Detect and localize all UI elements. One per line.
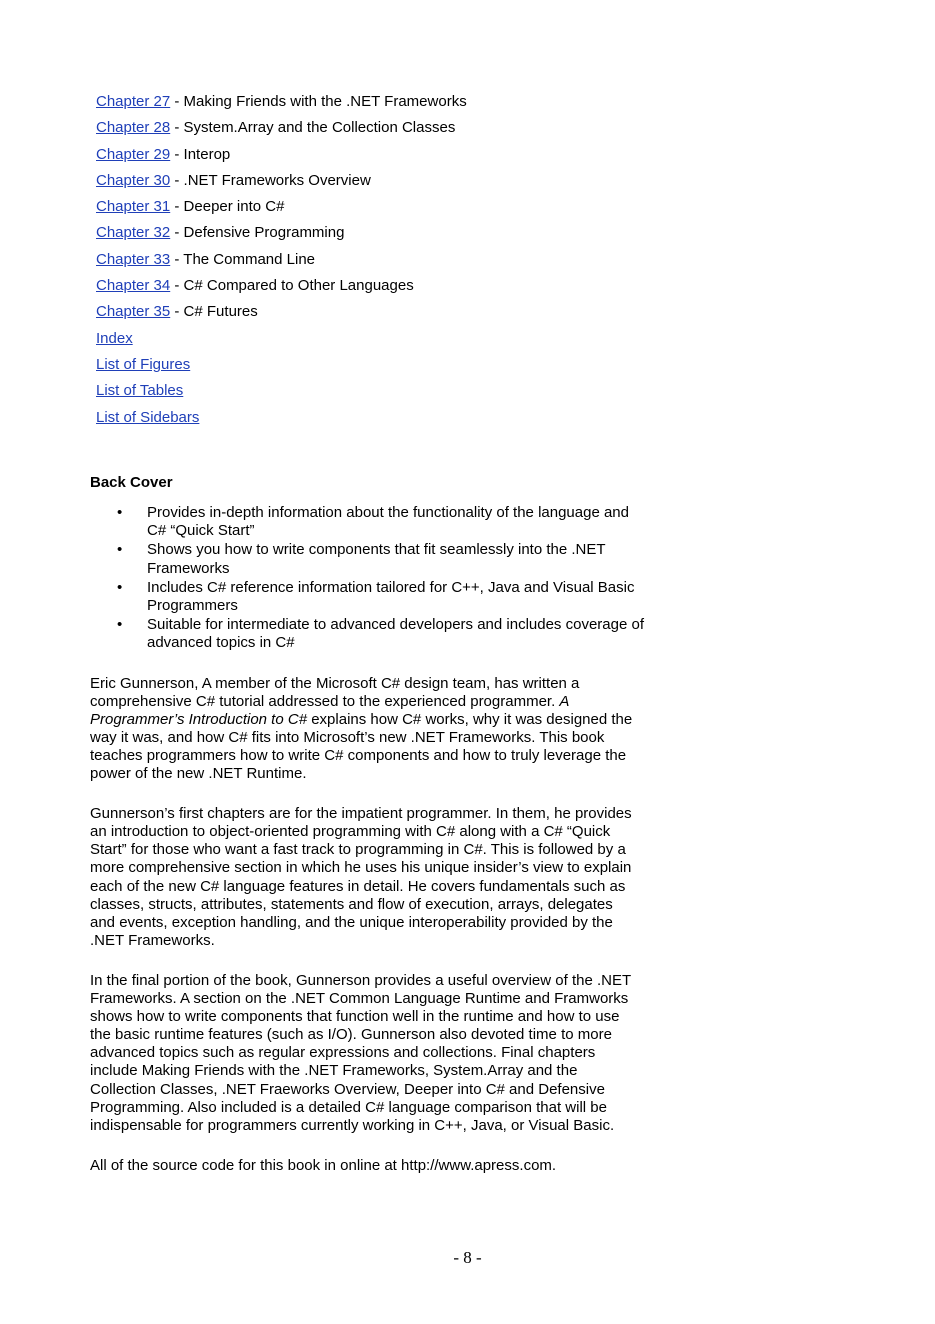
toc-link-chapter-29[interactable]: Chapter 29 [96,145,171,163]
toc-entry-chapter-31 [96,196,796,222]
toc-link-chapter-33[interactable]: Chapter 33 [96,250,171,268]
toc-entry-chapter-29 [96,144,796,170]
paragraph-source-code: All of the source code for this book in online at http://www.apress.com. [90,1156,557,1174]
back-cover-section [90,474,650,1175]
toc-entry-chapter-28 [96,117,796,143]
bullet-icon: • [117,616,123,634]
toc-link-list-of-figures[interactable]: List of Figures [96,355,191,373]
toc-link-index[interactable]: Index [96,329,133,347]
list-item [90,541,647,577]
toc-link-chapter-35[interactable]: Chapter 35 [96,303,171,321]
paragraph-text: explains how C# works, why it was designed the way it was, and how C# fits into Microsoft’s new .NET Frameworks. This book teaches programmers how to write C# components and how to truly leverage the power of the new .NET Runtime. [90,710,633,783]
toc-entry-chapter-32 [96,222,796,248]
toc-title: - C# Futures [170,303,258,321]
toc-title: - Defensive Programming [170,224,345,242]
toc-entry-index [96,328,796,354]
toc-link-chapter-34[interactable]: Chapter 34 [96,277,171,295]
toc-entry-chapter-30 [96,170,796,196]
bullet-icon: • [117,578,123,596]
toc-link-list-of-tables[interactable]: List of Tables [96,382,184,400]
paragraph-text: Eric Gunnerson, A member of the Microsoft C# design team, has written a comprehensive C# tutorial addressed to the experienced programmer. [90,674,580,710]
toc-title: - Making Friends with the .NET Frameworks [170,93,467,110]
toc-entry-chapter-33 [96,249,796,275]
toc-entry-list-of-figures [96,354,796,380]
toc-entry-list-of-tables [96,380,796,406]
toc-link-chapter-32[interactable]: Chapter 32 [96,224,171,242]
toc-link-chapter-28[interactable]: Chapter 28 [96,119,171,137]
toc-link-list-of-sidebars[interactable]: List of Sidebars [96,408,200,426]
bullet-text: Includes C# reference information tailored for C++, Java and Visual Basic Programmers [147,578,635,615]
toc-link-chapter-31[interactable]: Chapter 31 [96,198,171,216]
toc-entry-chapter-27 [96,91,796,117]
toc-entry-chapter-35 [96,301,796,327]
toc-title: - Deeper into C# [170,198,285,216]
toc-title: - System.Array and the Collection Classes [170,119,456,137]
list-item [90,579,647,615]
paragraph-author-intro [90,675,635,784]
toc-link-chapter-27[interactable]: Chapter 27 [96,93,171,110]
bullet-text: Provides in-depth information about the functionality of the language and C# “Quick Start” [147,504,629,540]
toc-link-chapter-30[interactable]: Chapter 30 [96,171,171,189]
feature-list [90,504,650,653]
table-of-contents [96,91,796,433]
toc-entry-chapter-34 [96,275,796,301]
toc-entry-list-of-sidebars [96,407,796,433]
page-number: - 8 - [453,1248,482,1267]
bullet-icon: • [117,504,123,521]
toc-title: - The Command Line [170,250,316,268]
list-item [90,504,647,540]
toc-title: - C# Compared to Other Languages [170,277,414,295]
toc-title: - .NET Frameworks Overview [170,171,371,189]
bullet-text: Shows you how to write components that fit seamlessly into the .NET Frameworks [147,541,606,577]
paragraph-first-chapters: Gunnerson’s first chapters are for the impatient programmer. In them, he provides an introduction to object-oriented programming with C# along with a C# “Quick Start” for those who want a fast track to programming in C#. This is followed by a more comprehensive section in which he uses his unique insider’s view to explain each of the new C# language features in detail. He covers fundamentals such as classes, structs, attributes, statements and flow of execution, arrays, delegates and events, exception handling, and the unique interoperability provided by the .NET Frameworks. [90,805,632,949]
toc-title: - Interop [170,145,231,163]
paragraph-final-portion: In the final portion of the book, Gunnerson provides a useful overview of the .NET Frameworks. A section on the .NET Common Language Runtime and Framworks shows how to write components that function well in the runtime and how to use the basic runtime features (such as I/O). Gunnerson also devoted time to more advanced topics such as regular expressions and collections. Final chapters include Making Friends with the .NET Frameworks, System.Array and the Collection Classes, .NET Fraeworks Overview, Deeper into C# and Defensive Programming. Also included is a detailed C# language comparison that will be indispensable for programmers currently working in C++, Java, or Visual Basic. [90,971,631,1134]
book-title-italic: A Programmer’s Introduction to C# [90,692,569,728]
bullet-icon: • [117,541,123,559]
bullet-text: Suitable for intermediate to advanced developers and includes coverage of advanced topics in C# [147,616,644,652]
back-cover-heading: Back Cover [90,474,173,491]
list-item [90,616,647,652]
